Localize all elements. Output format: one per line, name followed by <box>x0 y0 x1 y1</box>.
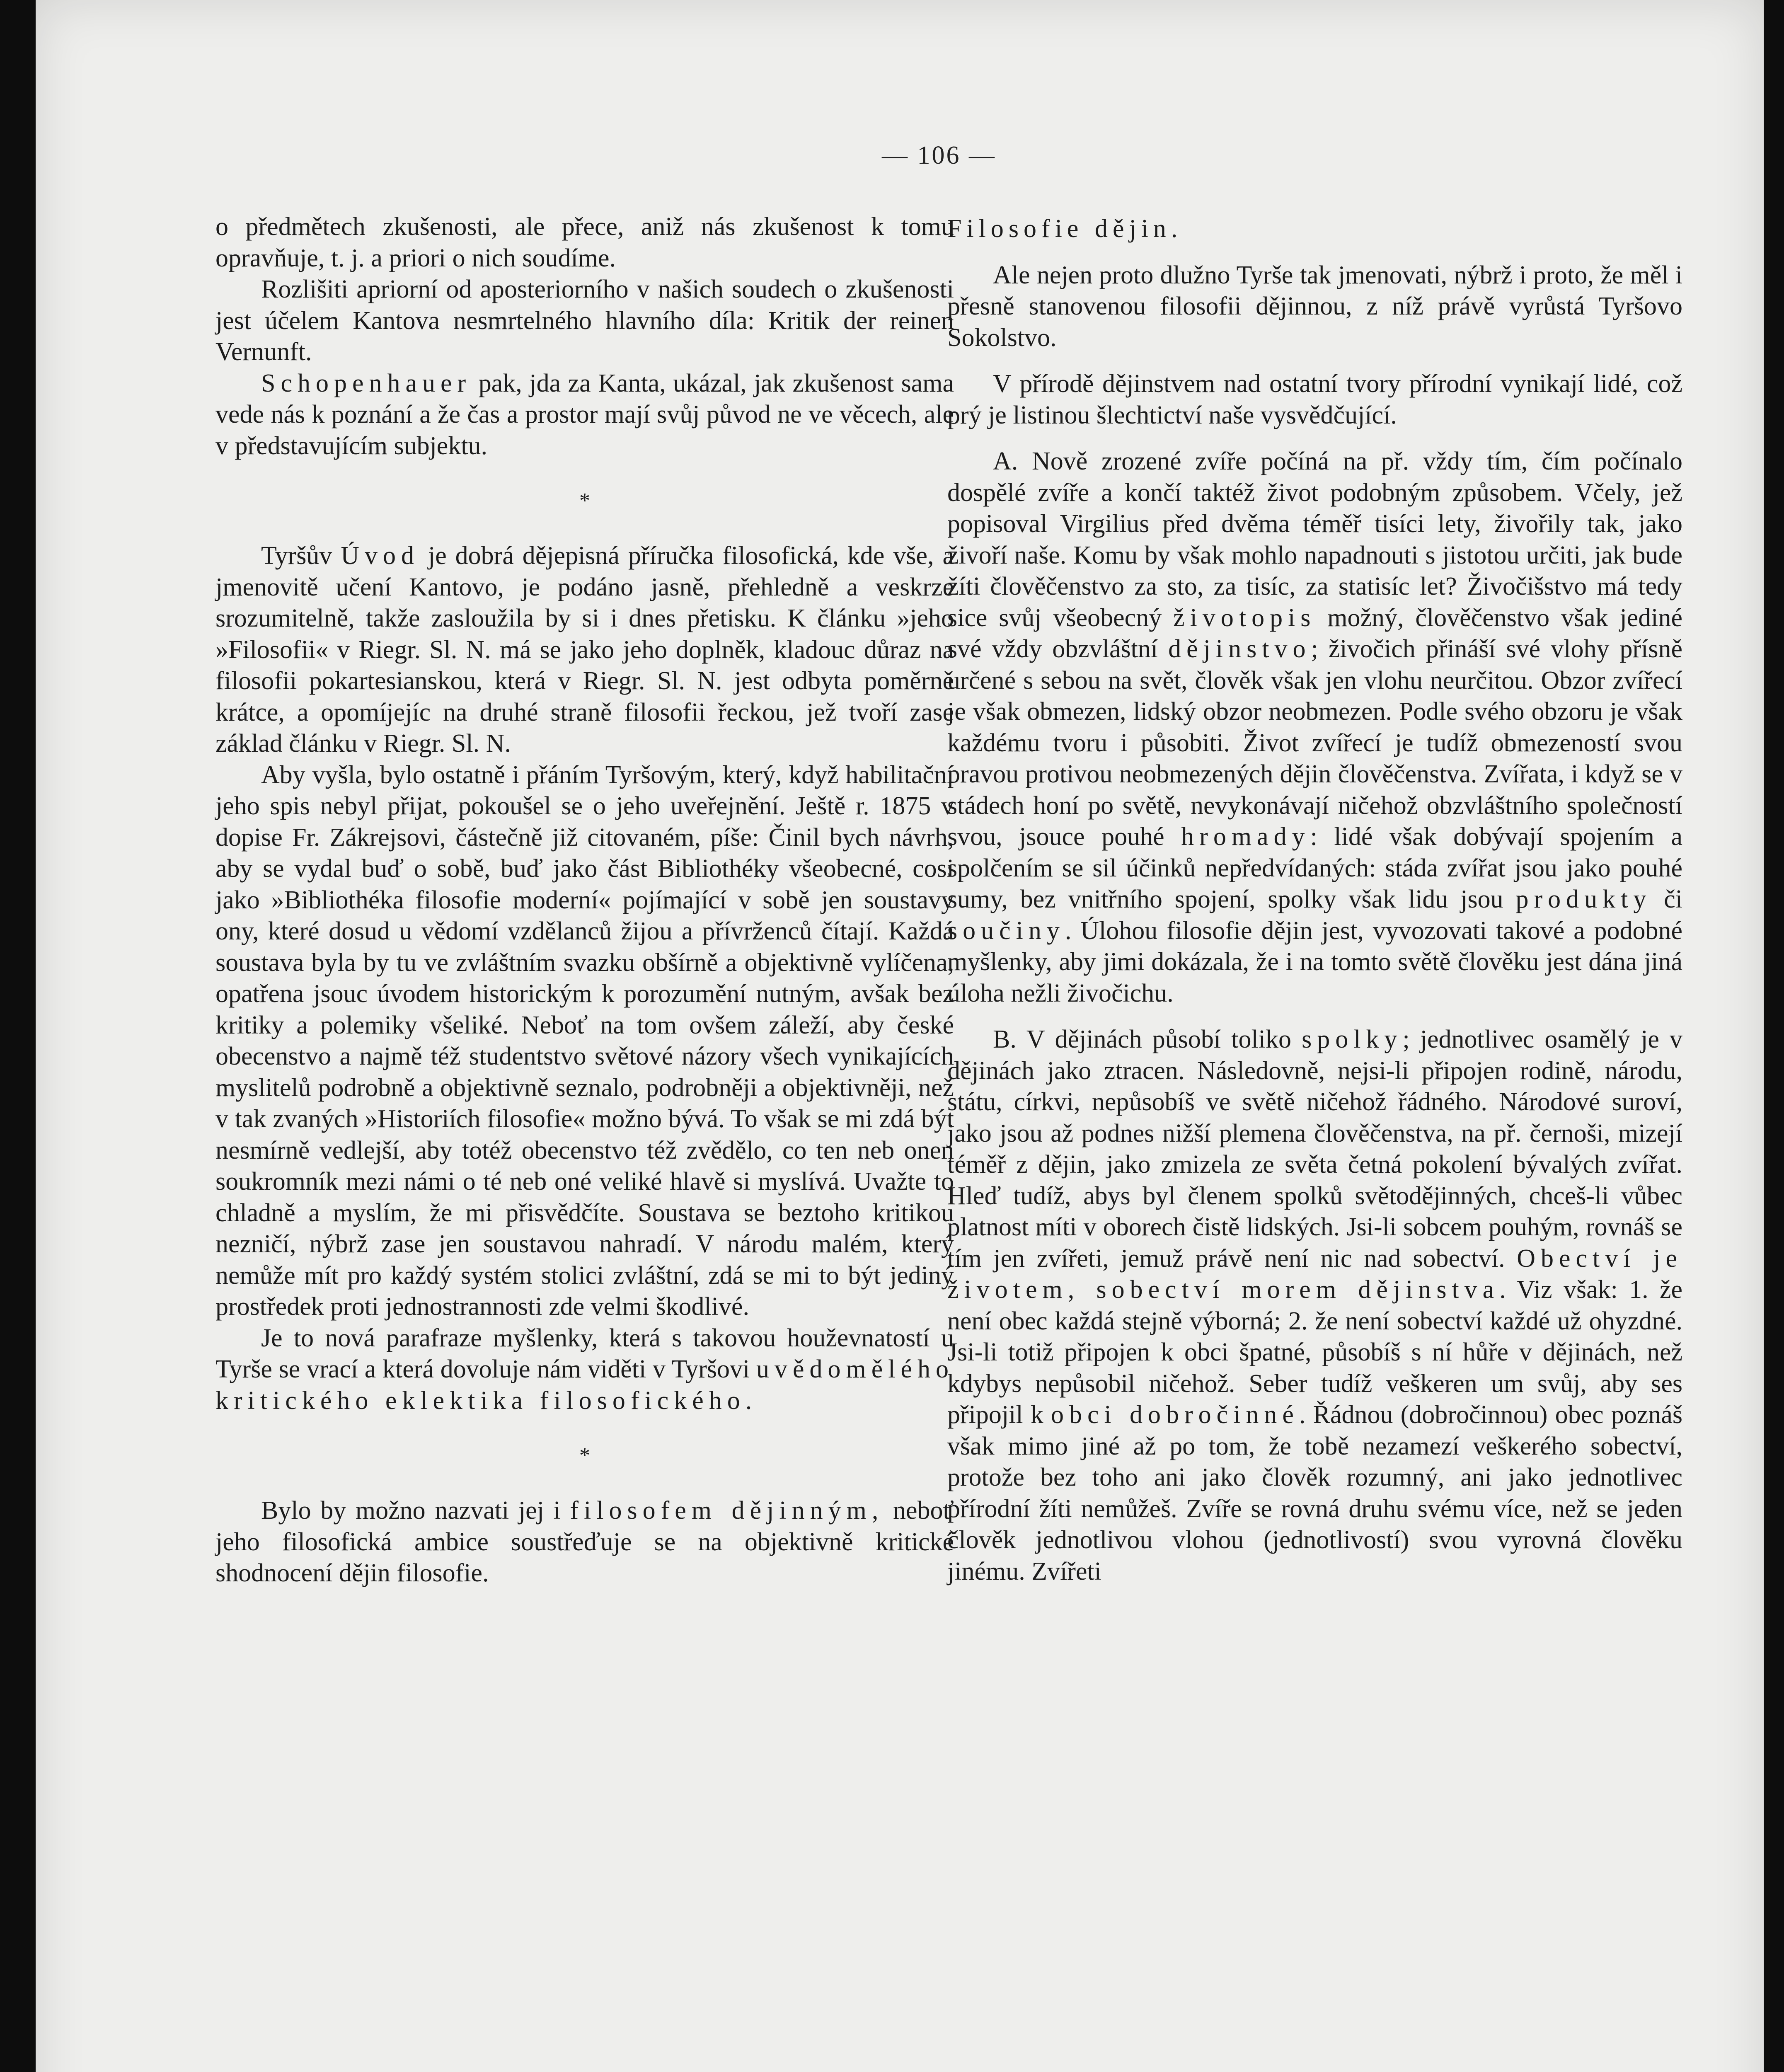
paragraph-eklektik: Je to nová parafraze myšlenky, která s takovou houževnatostí u Tyrše se vrací a která dovoluje nám viděti v Tyršovi uvědomělého kritického eklektika filosofického. <box>215 1324 954 1415</box>
emphasis-schopenhauer: Schopenhauer <box>261 369 472 397</box>
emphasis-spolky: spolky <box>1302 1025 1403 1053</box>
paragraph-prirode: V přírodě dějinstvem nad ostatní tvory přírodní vynikají lidé, což prý je listinou šlechtictví naše vysvědčující. <box>947 370 1682 429</box>
emphasis-eklektik: uvědomělého kritického eklektika filosofického. <box>215 1355 954 1415</box>
section-separator-2: * <box>579 1444 590 1467</box>
paragraph-b: B. V dějinách působí toliko spolky; jednotlivec osamělý je v dějinách jako ztracen. Následovně, nejsi-li připojen rodině, národu, státu, církvi, nepůsobíš ve světě ničehož řádného. Národové suroví, jako jsou až podnes nižší plemena člověčenstva, na př. černoši, mizejí téměř z dějin, jako zmizela ze světa četná pokolení bývalých zvířat. Hleď tudíž, abys byl členem spolků světodějinných, chceš-li vůbec platnost míti v oborech čistě lidských. Jsi-li sobcem pouhým, rovnáš se tím jen zvířeti, jemuž právě není nic nad sobectví. Obectví je životem, sobectví morem dějinstva. Viz však: 1. že není obec každá stejně výborná; 2. že není sobectví každé už ohyzdné. Jsi-li totiž připojen k obci špatné, působíš s ní hůře v dějinách, než kdybys nepůsobil ničehož. Seber tudíž veškeren um svůj, aby ses připojil k obci dobročinné. Řádnou (dobročinnou) obec poznáš však mimo jiné až po tom, že tobě nezamezí veškerého sobectví, protože bez toho ani jako člověk rozumný, ani jako jednotlivec přírodní žíti nemůžeš. Zvíře se rovná druhu svému více, než se jeden člověk jednotlivou vlohou (jednotlivostí) svou vyrovná člověku jinému. Zvířeti <box>947 1025 1682 1585</box>
emphasis-obci-dobrocinne: obci dobročinné <box>1051 1401 1299 1429</box>
emphasis-produkty: produkty <box>1515 885 1652 913</box>
right-column <box>947 213 1682 1587</box>
paragraph-continuation: o předmětech zkušenosti, ale přece, aniž nás zkušenost k tomu opravňuje, t. j. a priori o nich soudíme. <box>215 213 954 272</box>
scanned-page <box>36 0 1764 2072</box>
left-column <box>215 211 954 1589</box>
emphasis-hromady: hromady <box>1181 823 1310 851</box>
paragraph-uvod: Tyršův Úvod je dobrá dějepisná příručka filosofická, kde vše, a jmenovitě učení Kantovo, je podáno jasně, přehledně a veskrze srozumitelně, takže zasloužila by si i dnes přetisku. K článku »jeho »Filosofii« v Riegr. Sl. N. má se jako jeho doplněk, kladouc důraz na filosofii pokartesianskou, která v Riegr. Sl. N. jest odbyta poměrně krátce, a opomíjejíc na druhé straně filosofii řeckou, jež tvoří zase základ článku v Riegr. Sl. N. <box>215 542 954 758</box>
section-heading: Filosofie dějin. <box>947 215 1183 243</box>
paragraph-quote-letter: Aby vyšla, bylo ostatně i přáním Tyršovým, který, když habilitační jeho spis nebyl přijat, pokoušel se o jeho uveřejnění. Ještě r. 1875 v dopise Fr. Zákrejsovi, částečně již citovaném, píše: Činil bych návrh, aby se vydal buď o sobě, buď jako část Bibliothéky všeobecné, cosi jako »Bibliothéka filosofie moderní« pojímající v sobě jen soustavy ony, které dosud u vědomí vzdělanců žijou a přívrženců čítají. Každá soustava byla by tu ve zvláštním svazku obšírně a objektivně vylíčena, opatřena jsouc úvodem historickým k porozumění nutným, avšak bez kritiky a polemiky všeliké. Neboť na tom ovšem záleží, aby české obecenstvo a najmě též studentstvo světové názory všech vynikajících myslitelů podrobně a objektivně seznalo, podrobněji a objektivněji, než v tak zvaných »Historiích filosofie« možno bývá. To však se mi zdá být nesmírně vedlejší, aby totéž obecenstvo též zvědělo, co ten neb onen soukromník mezi námi o té neb oné veliké hlavě si myslívá. Uvažte to chladně a myslím, že mi přisvědčíte. Soustava se beztoho kritikou nezničí, nýbrž zase jen soustavou nahradí. V národu malém, který nemůže mít pro každý systém stolici zvláštní, zdá se mi to být jediný prostředek proti jednostrannosti zde velmi škodlivé. <box>215 760 954 1321</box>
emphasis-obectvi: Obectví je životem, sobectví morem dějinstva <box>947 1244 1682 1304</box>
emphasis-zivotopis: životopis <box>1173 603 1316 632</box>
emphasis-filosof-dejinny: filosofem dějinným, <box>570 1496 884 1525</box>
paragraph-a: A. Nově zrozené zvíře počíná na př. vždy tím, čím počínalo dospělé zvíře a končí taktéž život podobným způsobem. Včely, jež popisoval Virgilius před dvěma téměř tisíci lety, živořily tak, jako živoří naše. Komu by však mohlo napadnouti s jistotou určiti, jak bude žíti člověčenstvo za sto, za tisíc, za statisíc let? Živočišstvo má tedy sice svůj všeobecný životopis možný, člověčenstvo však jediné své vždy obzvláštní dějinstvo; živočich přináší své vlohy přísně určené s sebou na svět, člověk však jen vlohu neurčitou. Obzor zvířecí je však obmezen, lidský obzor neobmezen. Podle svého obzoru je však každému tvoru i působiti. Život zvířecí je tudíž obmezeností svou pravou protivou neobmezených dějin člověčenstva. Zvířata, i když se v stádech honí po světě, nevykonávají ničehož obzvláštního společností svou, jsouce pouhé hromady: lidé však dobývají spojením a spolčením se sil účinků nepředvídaných: stáda zvířat jsou jako pouhé sumy, bez vnitřního spojení, spolky však lidu jsou produkty či součiny. Úlohou filosofie dějin jest, vyvozovati takové a podobné myšlenky, aby jimi dokázala, že i na tomto světě člověku jest dána jiná úloha nežli živočichu. <box>947 447 1683 1007</box>
section-separator: * <box>579 489 590 513</box>
paragraph-schopenhauer: Schopenhauer pak, jda za Kanta, ukázal, jak zkušenost sama vede nás k poznání a že čas a prostor mají svůj původ ne ve věcech, ale v představujícím subjektu. <box>215 369 954 460</box>
emphasis-souciny: součiny <box>947 916 1065 945</box>
emphasis-uvod: Úvod <box>341 542 420 570</box>
page-number: — 106 — <box>882 141 996 169</box>
paragraph-filosofie-dejin: Ale nejen proto dlužno Tyrše tak jmenovati, nýbrž i proto, že měl i přesně stanovenou filosofii dějinnou, z níž právě vyrůstá Tyršovo Sokolstvo. <box>947 261 1682 352</box>
paragraph-filosof-dejinny: Bylo by možno nazvati jej i filosofem dějinným, neboť jeho filosofická ambice soustřeďuje se na objektivně kritické shodnocení dějin filosofie. <box>215 1496 954 1587</box>
paragraph-kant: Rozlišiti apriorní od aposteriorního v našich soudech o zkušenosti jest účelem Kantova nesmrtelného hlavního díla: Kritik der reinen Vernunft. <box>215 275 954 366</box>
emphasis-dejinstvo: dějinstvo <box>1168 635 1311 663</box>
